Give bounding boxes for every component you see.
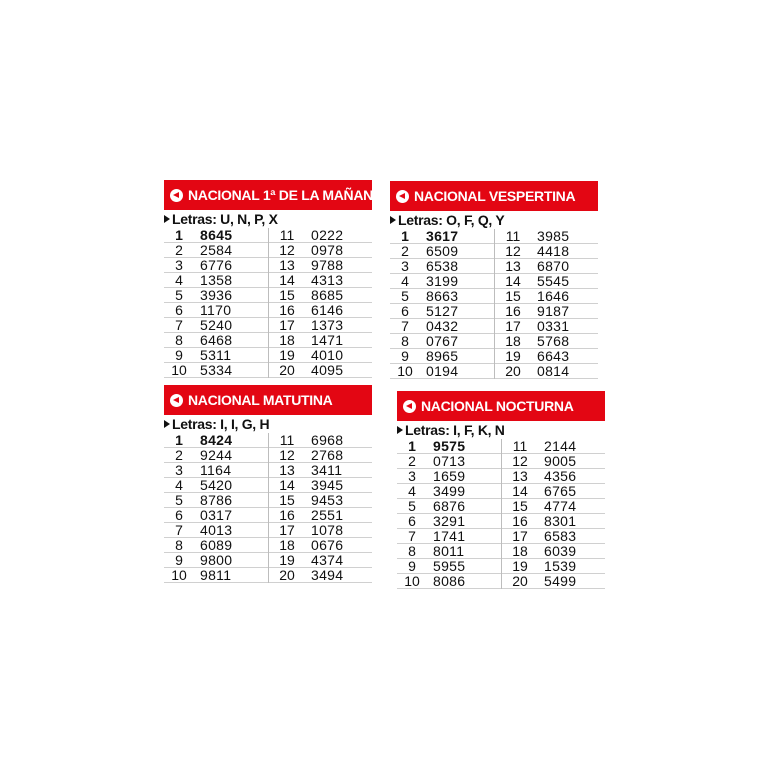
result-row	[164, 568, 268, 583]
result-position: 19	[505, 348, 521, 364]
result-row	[502, 529, 605, 544]
result-number: 6468	[200, 332, 233, 348]
result-row	[269, 553, 372, 568]
result-position: 8	[401, 333, 409, 349]
triangle-right-icon	[397, 426, 403, 434]
letras-text: Letras: I, I, G, H	[172, 416, 270, 432]
result-position: 12	[512, 453, 528, 469]
result-row	[397, 439, 501, 454]
result-number: 6538	[426, 258, 459, 274]
panel-nacional-vespertina	[390, 181, 598, 379]
result-position: 18	[512, 543, 528, 559]
result-position: 2	[175, 447, 183, 463]
arrow-left-circle-icon	[396, 190, 409, 203]
result-row	[397, 544, 501, 559]
result-position: 2	[408, 453, 416, 469]
result-position: 3	[175, 257, 183, 273]
result-row	[397, 514, 501, 529]
result-position: 11	[279, 227, 295, 243]
result-position: 11	[512, 438, 528, 454]
result-number: 4356	[544, 468, 577, 484]
result-row	[495, 289, 598, 304]
result-row	[269, 318, 372, 333]
result-number: 6876	[433, 498, 466, 514]
letras-line	[390, 212, 598, 229]
result-number: 4313	[311, 272, 344, 288]
result-number: 2768	[311, 447, 344, 463]
result-position: 12	[279, 242, 295, 258]
result-number: 9187	[537, 303, 570, 319]
result-number: 0978	[311, 242, 344, 258]
result-row	[502, 484, 605, 499]
panel-title: NACIONAL 1ª DE LA MAÑANA	[188, 187, 383, 203]
result-position: 4	[175, 272, 183, 288]
result-number: 6776	[200, 257, 233, 273]
result-number: 3291	[433, 513, 466, 529]
result-number: 0676	[311, 537, 344, 553]
result-row	[502, 574, 605, 589]
result-number: 5499	[544, 573, 577, 589]
result-number: 0317	[200, 507, 233, 523]
result-number: 0194	[426, 363, 459, 379]
result-number: 6870	[537, 258, 570, 274]
result-position: 3	[175, 462, 183, 478]
result-row	[164, 478, 268, 493]
result-row	[390, 304, 494, 319]
result-position: 11	[279, 432, 295, 448]
result-number: 6765	[544, 483, 577, 499]
result-row	[164, 348, 268, 363]
result-position: 14	[512, 483, 528, 499]
result-row	[164, 288, 268, 303]
result-row	[269, 478, 372, 493]
result-position: 17	[505, 318, 521, 334]
result-position: 13	[279, 257, 295, 273]
result-row	[397, 499, 501, 514]
result-position: 6	[401, 303, 409, 319]
panel-title: NACIONAL MATUTINA	[188, 392, 333, 408]
result-position: 9	[401, 348, 409, 364]
result-row	[390, 244, 494, 259]
result-row	[502, 469, 605, 484]
result-row	[495, 274, 598, 289]
result-row	[495, 319, 598, 334]
result-number: 6146	[311, 302, 344, 318]
result-number: 5334	[200, 362, 233, 378]
result-row	[269, 448, 372, 463]
result-number: 5420	[200, 477, 233, 493]
results-column-right	[268, 433, 372, 583]
result-number: 1646	[537, 288, 570, 304]
result-row	[269, 538, 372, 553]
result-row	[164, 303, 268, 318]
result-position: 18	[505, 333, 521, 349]
result-position: 10	[397, 363, 413, 379]
triangle-right-icon	[164, 420, 170, 428]
result-row	[397, 559, 501, 574]
result-position: 9	[408, 558, 416, 574]
result-position: 19	[279, 552, 295, 568]
result-row	[390, 319, 494, 334]
result-position: 17	[512, 528, 528, 544]
result-row	[269, 228, 372, 243]
result-position: 10	[404, 573, 420, 589]
result-row	[164, 243, 268, 258]
result-number: 0222	[311, 227, 344, 243]
result-row	[164, 448, 268, 463]
result-row	[390, 289, 494, 304]
result-row	[269, 348, 372, 363]
result-number: 5311	[200, 347, 232, 363]
result-row	[495, 304, 598, 319]
result-row	[269, 303, 372, 318]
triangle-right-icon	[164, 215, 170, 223]
result-position: 10	[171, 567, 187, 583]
result-number: 8645	[200, 227, 233, 243]
result-number: 8786	[200, 492, 233, 508]
result-position: 5	[175, 287, 183, 303]
result-row	[164, 363, 268, 378]
result-position: 11	[505, 228, 521, 244]
result-position: 19	[279, 347, 295, 363]
panel-header	[397, 391, 605, 421]
result-row	[502, 514, 605, 529]
result-number: 0767	[426, 333, 459, 349]
result-row	[269, 288, 372, 303]
result-number: 4010	[311, 347, 344, 363]
result-row	[390, 259, 494, 274]
result-number: 5955	[433, 558, 466, 574]
result-number: 9788	[311, 257, 344, 273]
result-number: 6643	[537, 348, 570, 364]
result-number: 1358	[200, 272, 233, 288]
arrow-left-circle-icon	[170, 394, 183, 407]
result-row	[269, 273, 372, 288]
results-column-right	[494, 229, 598, 379]
result-row	[495, 334, 598, 349]
panel-header	[164, 180, 383, 210]
result-row	[390, 334, 494, 349]
result-position: 18	[279, 537, 295, 553]
results-columns	[390, 229, 598, 379]
result-number: 9244	[200, 447, 233, 463]
result-number: 8965	[426, 348, 459, 364]
result-row	[164, 493, 268, 508]
result-position: 1	[401, 228, 409, 244]
result-position: 1	[175, 432, 183, 448]
result-row	[269, 258, 372, 273]
results-columns	[164, 433, 372, 583]
result-number: 6509	[426, 243, 459, 259]
result-position: 12	[505, 243, 521, 259]
panel-title: NACIONAL VESPERTINA	[414, 188, 576, 204]
result-number: 2551	[311, 507, 344, 523]
result-position: 20	[505, 363, 521, 379]
result-row	[164, 433, 268, 448]
result-number: 6583	[544, 528, 577, 544]
result-row	[495, 229, 598, 244]
panel-nacional-nocturna	[397, 391, 605, 589]
letras-line	[164, 416, 372, 433]
result-position: 3	[401, 258, 409, 274]
result-row	[495, 364, 598, 379]
letras-line	[164, 211, 372, 228]
result-number: 3985	[537, 228, 570, 244]
result-position: 13	[512, 468, 528, 484]
result-row	[164, 258, 268, 273]
result-position: 8	[175, 537, 183, 553]
result-position: 5	[175, 492, 183, 508]
panel-nacional-manana	[164, 180, 383, 378]
result-number: 9575	[433, 438, 466, 454]
result-number: 8663	[426, 288, 459, 304]
result-position: 17	[279, 317, 295, 333]
result-position: 9	[175, 552, 183, 568]
result-position: 2	[401, 243, 409, 259]
results-column-left	[164, 433, 268, 583]
result-position: 6	[408, 513, 416, 529]
result-row	[397, 469, 501, 484]
arrow-left-circle-icon	[170, 189, 183, 202]
result-number: 3199	[426, 273, 459, 289]
result-number: 9800	[200, 552, 233, 568]
result-position: 14	[505, 273, 521, 289]
result-number: 8086	[433, 573, 466, 589]
result-position: 7	[175, 317, 183, 333]
result-number: 1471	[311, 332, 344, 348]
result-number: 1170	[200, 302, 232, 318]
result-number: 0713	[433, 453, 466, 469]
result-number: 1078	[311, 522, 344, 538]
result-number: 9005	[544, 453, 577, 469]
result-number: 3617	[426, 228, 459, 244]
result-number: 8424	[200, 432, 233, 448]
result-number: 3945	[311, 477, 344, 493]
result-position: 8	[175, 332, 183, 348]
result-row	[495, 259, 598, 274]
results-column-right	[268, 228, 372, 378]
result-number: 1164	[200, 462, 232, 478]
result-row	[269, 333, 372, 348]
result-number: 1539	[544, 558, 577, 574]
result-number: 3936	[200, 287, 233, 303]
result-position: 10	[171, 362, 187, 378]
result-position: 2	[175, 242, 183, 258]
result-position: 14	[279, 272, 295, 288]
results-column-left	[397, 439, 501, 589]
result-position: 6	[175, 302, 183, 318]
results-column-right	[501, 439, 605, 589]
result-position: 16	[512, 513, 528, 529]
result-row	[269, 493, 372, 508]
result-number: 4095	[311, 362, 344, 378]
result-row	[502, 559, 605, 574]
result-number: 0331	[537, 318, 570, 334]
result-number: 3494	[311, 567, 344, 583]
result-row	[502, 499, 605, 514]
result-position: 20	[279, 362, 295, 378]
result-row	[164, 538, 268, 553]
result-position: 16	[505, 303, 521, 319]
result-row	[164, 318, 268, 333]
result-row	[164, 523, 268, 538]
result-position: 3	[408, 468, 416, 484]
result-position: 20	[279, 567, 295, 583]
result-position: 6	[175, 507, 183, 523]
result-number: 2144	[544, 438, 577, 454]
result-number: 4774	[544, 498, 577, 514]
result-number: 5240	[200, 317, 233, 333]
result-number: 1373	[311, 317, 344, 333]
result-position: 4	[401, 273, 409, 289]
result-row	[269, 568, 372, 583]
results-columns	[397, 439, 605, 589]
result-row	[390, 349, 494, 364]
result-position: 14	[279, 477, 295, 493]
result-number: 3411	[311, 462, 343, 478]
result-number: 8301	[544, 513, 577, 529]
result-row	[164, 273, 268, 288]
result-row	[502, 544, 605, 559]
result-number: 5768	[537, 333, 570, 349]
result-row	[397, 574, 501, 589]
result-position: 13	[505, 258, 521, 274]
result-number: 1741	[433, 528, 466, 544]
result-row	[397, 484, 501, 499]
results-columns	[164, 228, 372, 378]
result-position: 4	[175, 477, 183, 493]
result-position: 7	[175, 522, 183, 538]
result-row	[397, 529, 501, 544]
result-number: 8685	[311, 287, 344, 303]
result-number: 0814	[537, 363, 570, 379]
triangle-right-icon	[390, 216, 396, 224]
result-number: 5127	[426, 303, 459, 319]
result-position: 5	[408, 498, 416, 514]
result-row	[390, 229, 494, 244]
result-position: 16	[279, 302, 295, 318]
results-column-left	[390, 229, 494, 379]
result-position: 7	[408, 528, 416, 544]
result-row	[495, 244, 598, 259]
result-position: 16	[279, 507, 295, 523]
result-row	[390, 274, 494, 289]
result-position: 7	[401, 318, 409, 334]
result-number: 0432	[426, 318, 459, 334]
result-position: 8	[408, 543, 416, 559]
result-row	[502, 454, 605, 469]
result-number: 9453	[311, 492, 344, 508]
panel-title: NACIONAL NOCTURNA	[421, 398, 574, 414]
panel-header	[390, 181, 598, 211]
result-number: 8011	[433, 543, 465, 559]
result-row	[164, 553, 268, 568]
result-row	[269, 433, 372, 448]
result-row	[269, 463, 372, 478]
result-number: 6968	[311, 432, 344, 448]
letras-text: Letras: I, F, K, N	[405, 422, 505, 438]
panel-header	[164, 385, 372, 415]
result-position: 15	[505, 288, 521, 304]
result-number: 1659	[433, 468, 466, 484]
result-row	[164, 228, 268, 243]
result-position: 13	[279, 462, 295, 478]
result-position: 12	[279, 447, 295, 463]
result-row	[269, 363, 372, 378]
result-number: 2584	[200, 242, 233, 258]
result-row	[269, 523, 372, 538]
result-row	[397, 454, 501, 469]
result-number: 4418	[537, 243, 570, 259]
result-number: 4013	[200, 522, 233, 538]
result-position: 9	[175, 347, 183, 363]
result-number: 3499	[433, 483, 466, 499]
result-row	[269, 508, 372, 523]
result-position: 5	[401, 288, 409, 304]
result-position: 15	[279, 492, 295, 508]
result-row	[164, 333, 268, 348]
result-position: 4	[408, 483, 416, 499]
result-number: 6089	[200, 537, 233, 553]
result-position: 1	[175, 227, 183, 243]
result-position: 17	[279, 522, 295, 538]
letras-text: Letras: U, N, P, X	[172, 211, 278, 227]
result-number: 4374	[311, 552, 344, 568]
letras-line	[397, 422, 605, 439]
result-number: 9811	[200, 567, 232, 583]
result-row	[164, 508, 268, 523]
result-position: 15	[279, 287, 295, 303]
result-row	[269, 243, 372, 258]
result-position: 1	[408, 438, 416, 454]
panel-nacional-matutina	[164, 385, 372, 583]
result-row	[164, 463, 268, 478]
result-row	[502, 439, 605, 454]
result-position: 18	[279, 332, 295, 348]
result-position: 15	[512, 498, 528, 514]
letras-text: Letras: O, F, Q, Y	[398, 212, 505, 228]
result-position: 20	[512, 573, 528, 589]
result-position: 19	[512, 558, 528, 574]
result-row	[495, 349, 598, 364]
result-row	[390, 364, 494, 379]
result-number: 6039	[544, 543, 577, 559]
results-column-left	[164, 228, 268, 378]
result-number: 5545	[537, 273, 570, 289]
arrow-left-circle-icon	[403, 400, 416, 413]
